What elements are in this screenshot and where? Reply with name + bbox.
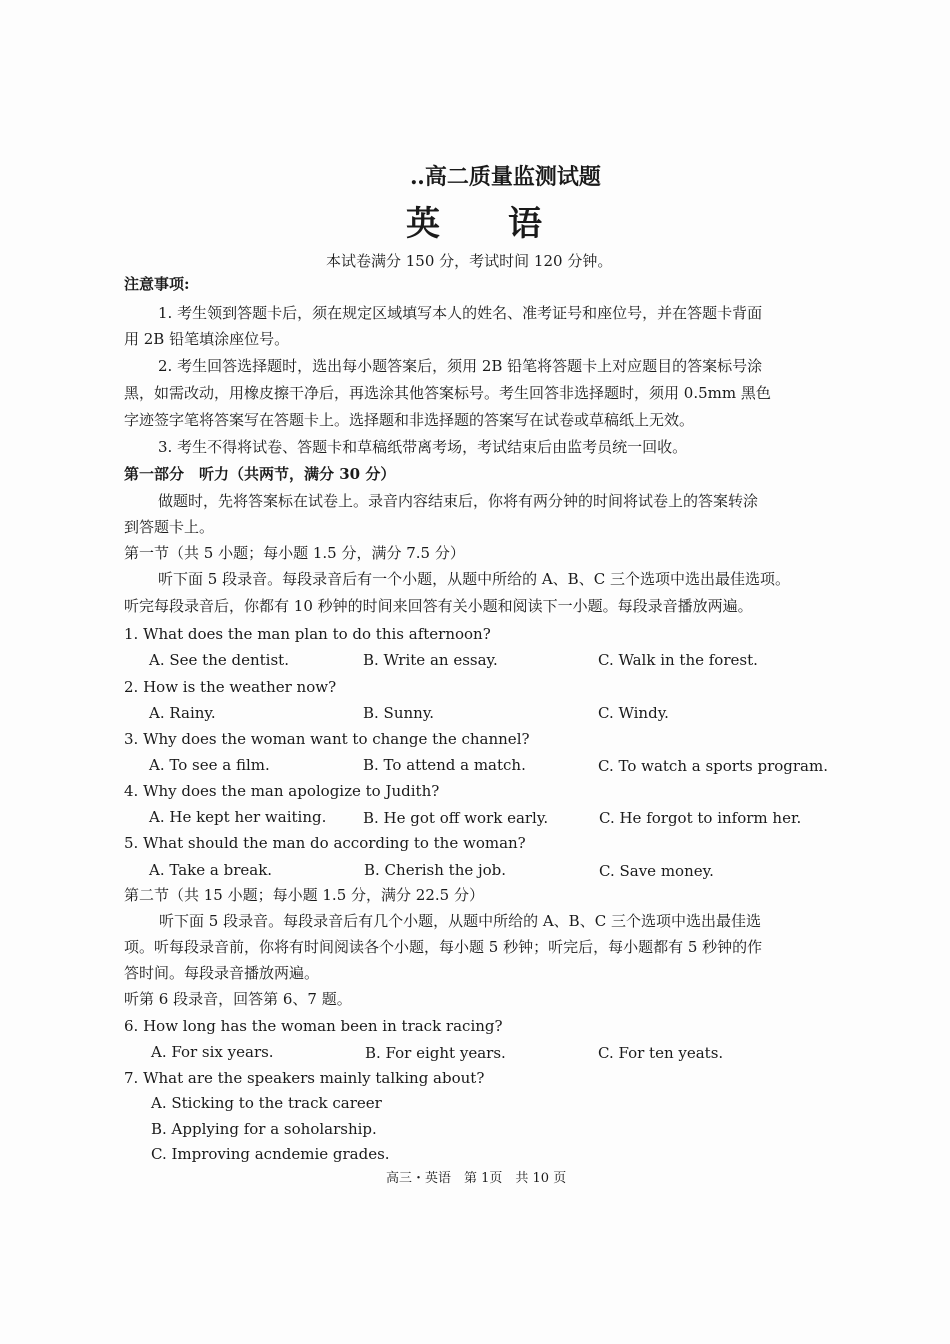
subject-char-right: 语 — [508, 204, 544, 244]
section2-intro-line-3: 答时间。每段录音播放两遍。 — [124, 964, 320, 982]
question-2: 2. How is the weather now? — [124, 678, 337, 696]
question-1-option-a: A. See the dentist. — [149, 651, 289, 669]
question-6: 6. How long has the woman been in track racing? — [124, 1017, 503, 1035]
question-4-option-a: A. He kept her waiting. — [149, 808, 327, 826]
question-6-option-b: B. For eight years. — [365, 1044, 506, 1062]
question-4: 4. Why does the man apologize to Judith? — [124, 782, 440, 800]
section1-intro-line-1: 听下面 5 段录音。每段录音后有一个小题，从题中所给的 A、B、C 三个选项中选出最佳选项。 — [158, 570, 790, 588]
question-7-option-c: C. Improving acndemie grades. — [151, 1145, 390, 1163]
question-7-option-a: A. Sticking to the track career — [151, 1094, 382, 1112]
question-7-option-b: B. Applying for a soholarship. — [151, 1120, 377, 1138]
section1-heading: 第一节（共 5 小题；每小题 1.5 分，满分 7.5 分） — [124, 544, 465, 562]
question-6-option-c: C. For ten yeats. — [598, 1044, 724, 1062]
question-4-option-c: C. He forgot to inform her. — [599, 809, 802, 827]
question-3-option-b: B. To attend a match. — [363, 756, 526, 774]
notice-1-line-2: 用 2B 铅笔填涂座位号。 — [124, 330, 290, 348]
question-5-option-b: B. Cherish the job. — [364, 861, 507, 879]
section2-heading: 第二节（共 15 小题；每小题 1.5 分，满分 22.5 分） — [124, 886, 484, 904]
notice-3: 3. 考生不得将试卷、答题卡和草稿纸带离考场，考试结束后由监考员统一回收。 — [158, 438, 688, 456]
question-1: 1. What does the man plan to do this afternoon? — [124, 625, 491, 643]
exam-title: ‥高二质量监测试题 — [410, 164, 601, 190]
question-3-option-c: C. To watch a sports program. — [598, 757, 828, 775]
question-5: 5. What should the man do according to the woman? — [124, 834, 526, 852]
question-3-option-a: A. To see a film. — [149, 756, 270, 774]
notices-heading: 注意事项: — [124, 275, 190, 293]
notice-2-line-3: 字迹签字笔将答案写在答题卡上。选择题和非选择题的答案写在试卷或草稿纸上无效。 — [124, 411, 695, 429]
part1-intro-line-1: 做题时，先将答案标在试卷上。录音内容结束后，你将有两分钟的时间将试卷上的答案转涂 — [158, 492, 759, 510]
question-2-option-c: C. Windy. — [598, 704, 669, 722]
section2-intro-line-1: 听下面 5 段录音。每段录音后有几个小题，从题中所给的 A、B、C 三个选项中选出最佳选 — [159, 912, 761, 930]
section1-intro-line-2: 听完每段录音后，你都有 10 秒钟的时间来回答有关小题和阅读下一小题。每段录音播放两遍。 — [124, 597, 753, 615]
part1-intro-line-2: 到答题卡上。 — [124, 518, 215, 536]
notice-2-line-1: 2. 考生回答选择题时，选出每小题答案后，须用 2B 铅笔将答题卡上对应题目的答案标号涂 — [158, 357, 763, 375]
question-6-option-a: A. For six years. — [151, 1043, 274, 1061]
question-1-option-b: B. Write an essay. — [363, 651, 498, 669]
question-2-option-a: A. Rainy. — [149, 704, 216, 722]
section2-intro-line-2: 项。听每段录音前，你将有时间阅读各个小题，每小题 5 秒钟；听完后，每小题都有 5 秒钟的作 — [124, 938, 763, 956]
question-4-option-b: B. He got off work early. — [363, 809, 549, 827]
page-footer: 高三・英语 第 1页 共 10 页 — [386, 1171, 567, 1186]
question-2-option-b: B. Sunny. — [363, 704, 435, 722]
part1-heading: 第一部分 听力（共两节，满分 30 分） — [124, 465, 396, 483]
notice-2-line-2: 黑，如需改动，用橡皮擦干净后，再选涂其他答案标号。考生回答非选择题时，须用 0.5mm 黑色 — [124, 384, 771, 402]
question-3: 3. Why does the woman want to change the channel? — [124, 730, 530, 748]
question-5-option-c: C. Save money. — [599, 862, 714, 880]
question-5-option-a: A. Take a break. — [149, 861, 273, 879]
question-1-option-c: C. Walk in the forest. — [598, 651, 758, 669]
notice-1-line-1: 1. 考生领到答题卡后，须在规定区域填写本人的姓名、准考证号和座位号，并在答题卡背面 — [158, 304, 763, 322]
exam-info: 本试卷满分 150 分，考试时间 120 分钟。 — [326, 252, 613, 270]
subject-char-left: 英 — [406, 204, 442, 244]
audio-6-instruction: 听第 6 段录音，回答第 6、7 题。 — [124, 990, 352, 1008]
question-7: 7. What are the speakers mainly talking about? — [124, 1069, 485, 1087]
